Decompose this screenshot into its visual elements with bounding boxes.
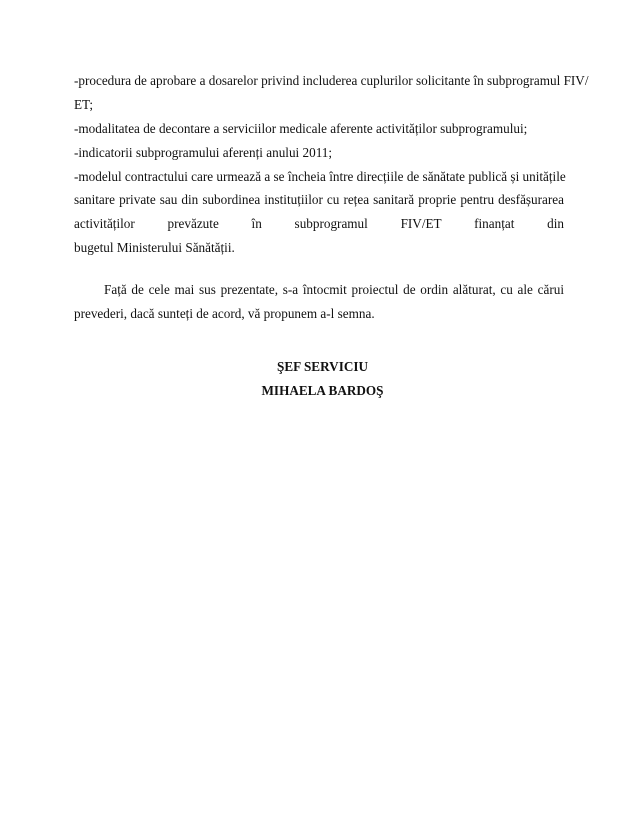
list-item-settlement: -modalitatea de decontare a serviciilor medicale aferente activităților subprogramului; <box>74 121 528 136</box>
list-item-indicators: -indicatorii subprogramului aferenți anului 2011; <box>74 145 333 160</box>
signature-block-title <box>0 359 638 375</box>
signature-title: ŞEF SERVICIU <box>276 359 369 374</box>
list-item-contract-line4: bugetul Ministerului Sănătății. <box>74 240 235 255</box>
signature-block-name <box>0 383 638 399</box>
list-item-contract-line3: activităților prevăzute în subprogramul FIV/ET finanțat din <box>74 216 564 231</box>
signature-name: MIHAELA BARDOŞ <box>261 383 384 398</box>
list-item-contract-line1: -modelul contractului care urmează a se încheia între direcțiile de sănătate publică și unitățile <box>74 169 566 184</box>
list-item-procedure-line2: ET; <box>74 97 94 112</box>
list-item-procedure-line1: -procedura de aprobare a dosarelor privind includerea cuplurilor solicitante în subprogramul FIV/ <box>74 73 589 88</box>
list-item-contract-line2: sanitare private sau din subordinea instituțiilor cu rețea sanitară proprie pentru desfășurarea <box>74 192 564 207</box>
closing-paragraph-line2: prevederi, dacă sunteți de acord, vă propunem a-l semna. <box>74 306 375 321</box>
closing-paragraph-line1: Față de cele mai sus prezentate, s-a întocmit proiectul de ordin alăturat, cu ale cărui <box>104 282 564 297</box>
